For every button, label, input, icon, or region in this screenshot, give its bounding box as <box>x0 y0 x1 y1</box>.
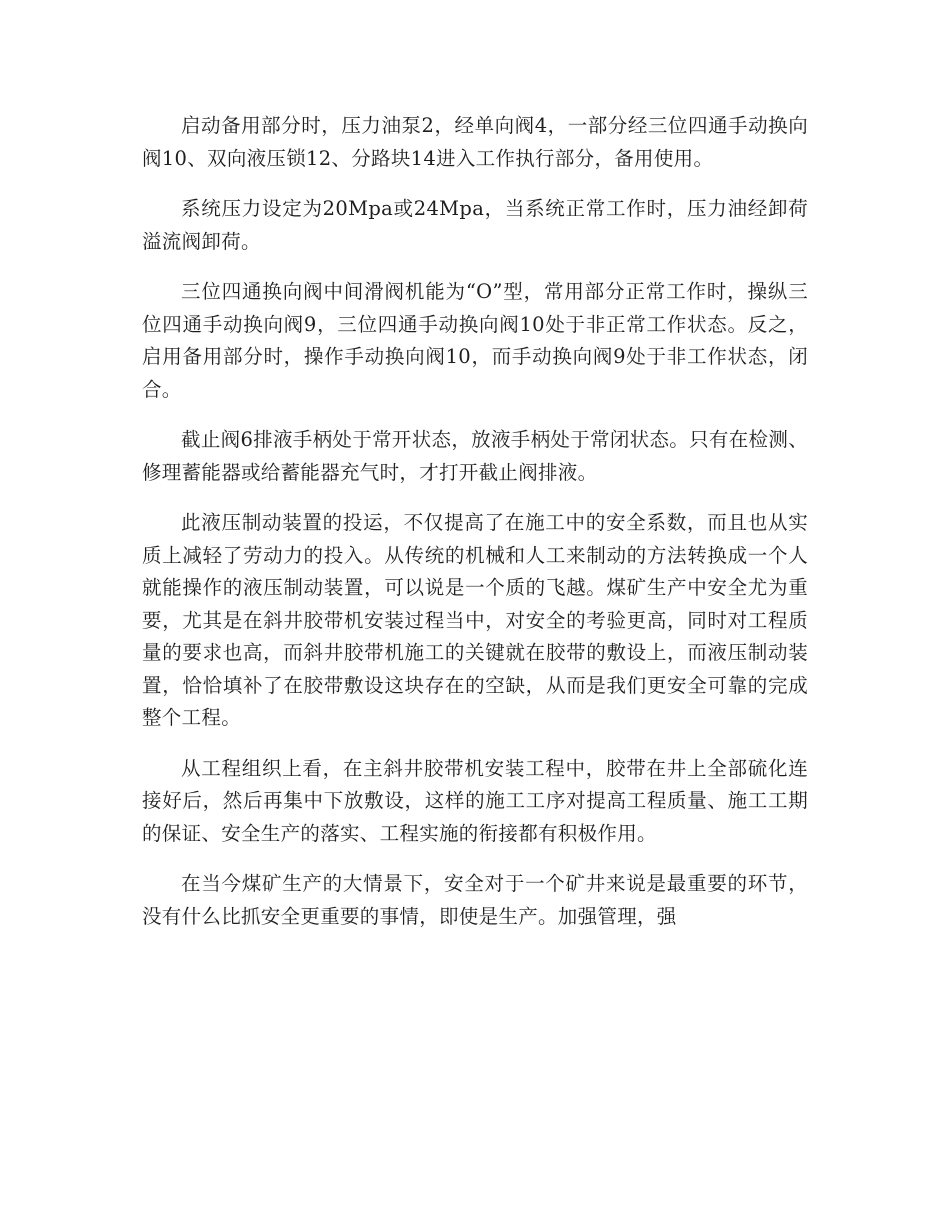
paragraph-directional-valve: 三位四通换向阀中间滑阀机能为“O”型，常用部分正常工作时，操纵三位四通手动换向阀9，三位四通手动换向阀10处于非正常工作状态。反之，启用备用部分时，操作手动换向阀10，而手动换向阀9处于非工作状态，闭合。 <box>142 280 808 401</box>
paragraph-stop-valve: 截止阀6排液手柄处于常开状态，放液手柄处于常闭状态。只有在检测、修理蓄能器或给蓄能器充气时，才打开截止阀排液。 <box>142 428 808 484</box>
paragraph-backup-startup: 启动备用部分时，压力油泵2，经单向阀4，一部分经三位四通手动换向阀10、双向液压锁12、分路块14进入工作执行部分，备用使用。 <box>142 114 808 170</box>
paragraph-hydraulic-brake-benefits: 此液压制动装置的投运，不仅提高了在施工中的安全系数，而且也从实质上减轻了劳动力的投入。从传统的机械和人工来制动的方法转换成一个人就能操作的液压制动装置，可以说是一个质的飞越。煤矿生产中安全尤为重要，尤其是在斜井胶带机安装过程当中，对安全的考验更高，同时对工程质量的要求也高，而斜井胶带机施工的关键就在胶带的敷设上，而液压制动装置，恰恰填补了在胶带敷设这块存在的空缺，从而是我们更安全可靠的完成整个工程。 <box>142 511 808 729</box>
paragraph-system-pressure: 系统压力设定为20Mpa或24Mpa，当系统正常工作时，压力油经卸荷溢流阀卸荷。 <box>142 197 808 253</box>
paragraph-engineering-organization: 从工程组织上看，在主斜井胶带机安装工程中，胶带在井上全部硫化连接好后，然后再集中下放敷设，这样的施工工序对提高工程质量、施工工期的保证、安全生产的落实、工程实施的衔接都有积极作用。 <box>142 756 808 845</box>
paragraph-safety-context: 在当今煤矿生产的大情景下，安全对于一个矿井来说是最重要的环节，没有什么比抓安全更重要的事情，即使是生产。加强管理，强 <box>142 872 808 928</box>
document-body <box>142 110 808 951</box>
